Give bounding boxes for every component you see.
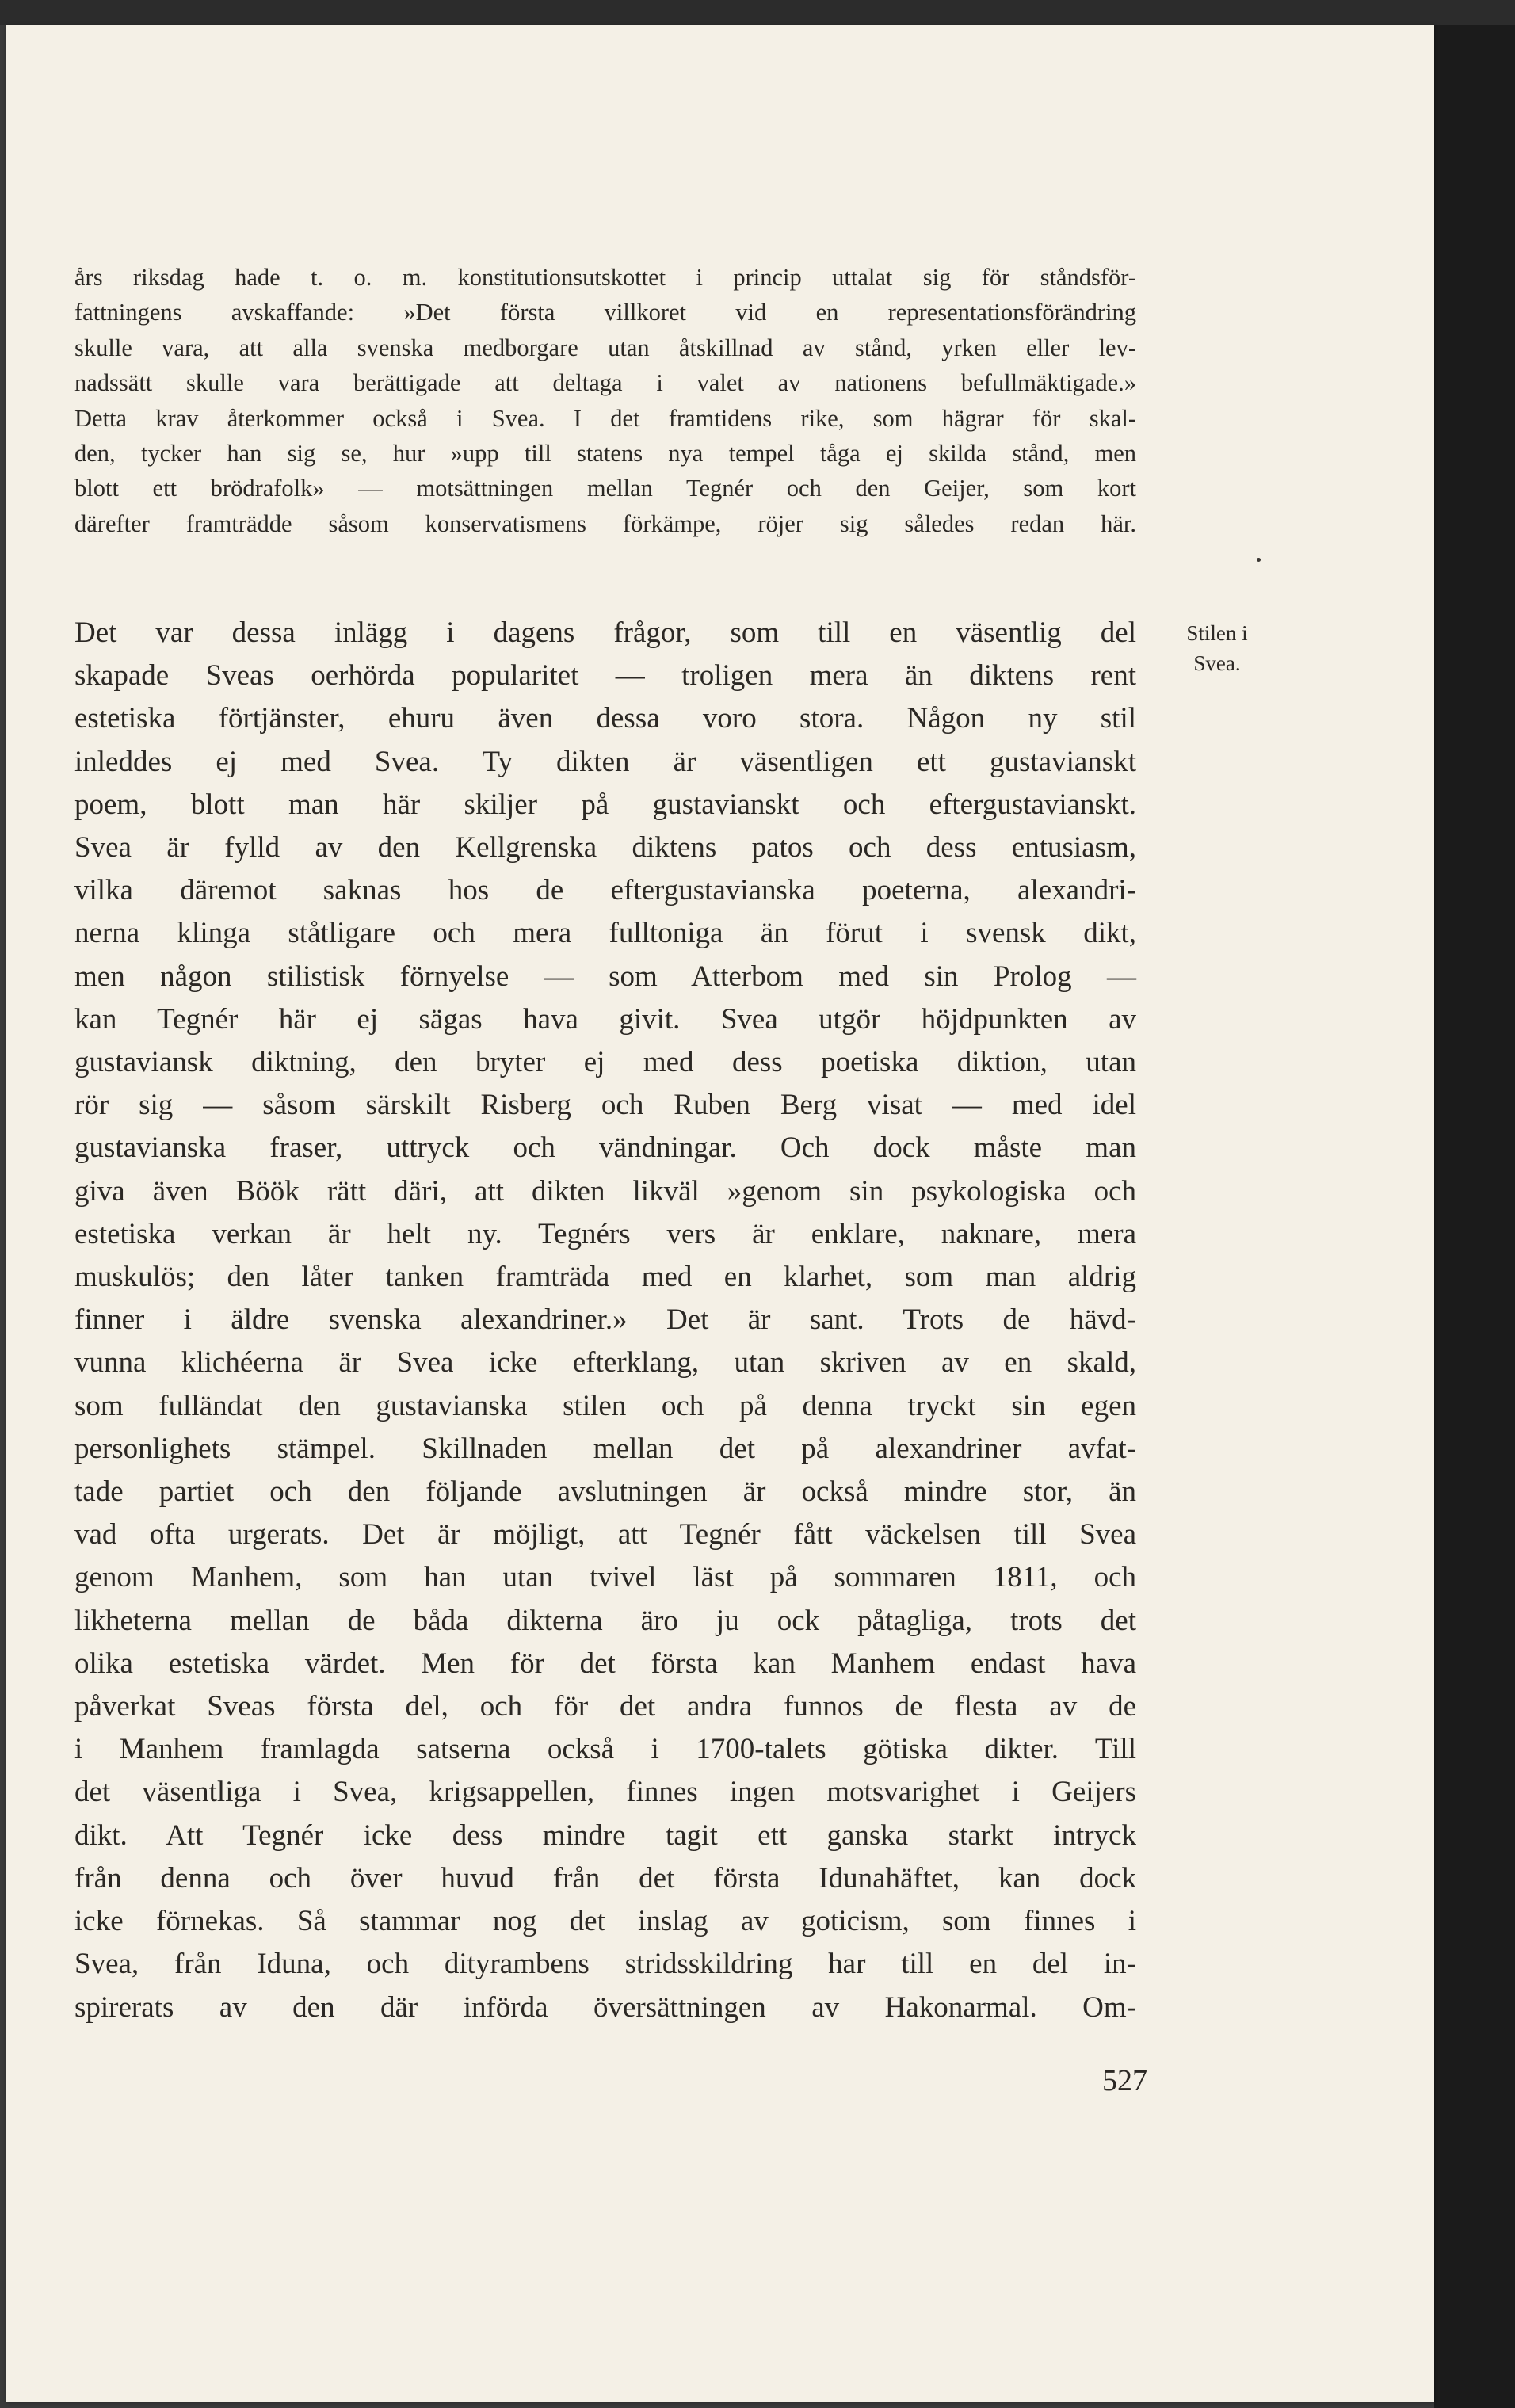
body-line: gustaviansk diktning, den bryter ej med dess poetiska diktion, utan bbox=[74, 1046, 1136, 1079]
body-line: olika estetiska värdet. Men för det första kan Manhem endast hava bbox=[74, 1647, 1136, 1680]
margin-note-line: Stilen i bbox=[1186, 621, 1248, 645]
scan-right-border bbox=[1434, 25, 1515, 2408]
body-line: det väsentliga i Svea, krigsappellen, finnes ingen motsvarighet i Geijers bbox=[74, 1776, 1136, 1809]
body-line: gustavianska fraser, uttryck och vändningar. Och dock måste man bbox=[74, 1131, 1136, 1165]
ink-speck bbox=[1257, 558, 1261, 562]
body-line: Det var dessa inlägg i dagens frågor, som till en väsentlig del bbox=[74, 616, 1136, 649]
margin-note-line: Svea. bbox=[1193, 651, 1241, 675]
scan-top-border bbox=[0, 0, 1515, 25]
quote-line: fattningens avskaffande: »Det första villkoret vid en representationsförändring bbox=[74, 299, 1136, 326]
body-line: som fulländat den gustavianska stilen och på denna tryckt sin egen bbox=[74, 1389, 1136, 1422]
body-line: icke förnekas. Så stammar nog det inslag av goticism, som finnes i bbox=[74, 1905, 1136, 1938]
quote-line: därefter framträdde såsom konservatismens förkämpe, röjer sig således redan här. bbox=[74, 509, 1136, 537]
book-page bbox=[6, 25, 1434, 2402]
quote-line: års riksdag hade t. o. m. konstitutionsutskottet i princip uttalat sig för ståndsför- bbox=[74, 264, 1136, 291]
quote-line: nadssätt skulle vara berättigade att deltaga i valet av nationens befullmäktigade.» bbox=[74, 369, 1136, 397]
quote-line: blott ett brödrafolk» — motsättningen mellan Tegnér och den Geijer, som kort bbox=[74, 475, 1136, 502]
body-line: finner i äldre svenska alexandriner.» Det är sant. Trots de hävd- bbox=[74, 1303, 1136, 1337]
body-line: poem, blott man här skiljer på gustavianskt och eftergustavianskt. bbox=[74, 788, 1136, 821]
body-line: dikt. Att Tegnér icke dess mindre tagit ett ganska starkt intryck bbox=[74, 1818, 1136, 1852]
body-line: muskulös; den låter tanken framträda med en klarhet, som man aldrig bbox=[74, 1261, 1136, 1294]
body-line: från denna och över huvud från det första Idunahäftet, kan dock bbox=[74, 1861, 1136, 1895]
body-line: likheterna mellan de båda dikterna äro ju ock påtagliga, trots det bbox=[74, 1604, 1136, 1637]
margin-note bbox=[1170, 618, 1265, 678]
body-line: genom Manhem, som han utan tvivel läst på sommaren 1811, och bbox=[74, 1561, 1136, 1594]
body-line: spirerats av den där införda översättningen av Hakonarmal. Om- bbox=[74, 1990, 1136, 2024]
quoted-passage bbox=[74, 260, 1136, 541]
body-line: Svea är fylld av den Kellgrenska diktens patos och dess entusiasm, bbox=[74, 831, 1136, 864]
body-line: i Manhem framlagda satserna också i 1700-talets götiska dikter. Till bbox=[74, 1733, 1136, 1766]
quote-line: Detta krav återkommer också i Svea. I det framtidens rike, som hägrar för skal- bbox=[74, 404, 1136, 432]
body-line: giva även Böök rätt däri, att dikten likväl »genom sin psykologiska och bbox=[74, 1174, 1136, 1208]
body-line: vilka däremot saknas hos de eftergustavianska poeterna, alexandri- bbox=[74, 874, 1136, 907]
quote-line: den, tycker han sig se, hur »upp till statens nya tempel tåga ej skilda stånd, men bbox=[74, 440, 1136, 467]
body-line: Svea, från Iduna, och dityrambens stridsskildring har till en del in- bbox=[74, 1948, 1136, 1981]
quote-line: skulle vara, att alla svenska medborgare utan åtskillnad av stånd, yrken eller lev- bbox=[74, 334, 1136, 361]
body-line: personlighets stämpel. Skillnaden mellan det på alexandriner avfat- bbox=[74, 1432, 1136, 1465]
main-paragraph bbox=[74, 612, 1136, 2029]
body-line: rör sig — såsom särskilt Risberg och Ruben Berg visat — med idel bbox=[74, 1089, 1136, 1122]
body-line: påverkat Sveas första del, och för det andra funnos de flesta av de bbox=[74, 1690, 1136, 1723]
body-line: nerna klinga ståtligare och mera fulltoniga än förut i svensk dikt, bbox=[74, 917, 1136, 950]
body-line: skapade Sveas oerhörda popularitet — troligen mera än diktens rent bbox=[74, 659, 1136, 693]
body-line: inleddes ej med Svea. Ty dikten är väsentligen ett gustavianskt bbox=[74, 745, 1136, 778]
body-line: vunna klichéerna är Svea icke efterklang, utan skriven av en skald, bbox=[74, 1346, 1136, 1380]
body-line: tade partiet och den följande avslutningen är också mindre stor, än bbox=[74, 1475, 1136, 1509]
body-line: kan Tegnér här ej sägas hava givit. Svea utgör höjdpunkten av bbox=[74, 1002, 1136, 1036]
body-line: men någon stilistisk förnyelse — som Atterbom med sin Prolog — bbox=[74, 960, 1136, 993]
body-line: estetiska förtjänster, ehuru även dessa voro stora. Någon ny stil bbox=[74, 702, 1136, 735]
body-line: vad ofta urgerats. Det är möjligt, att Tegnér fått väckelsen till Svea bbox=[74, 1518, 1136, 1551]
page-number: 527 bbox=[1102, 2064, 1147, 2097]
body-line: estetiska verkan är helt ny. Tegnérs vers är enklare, naknare, mera bbox=[74, 1217, 1136, 1250]
